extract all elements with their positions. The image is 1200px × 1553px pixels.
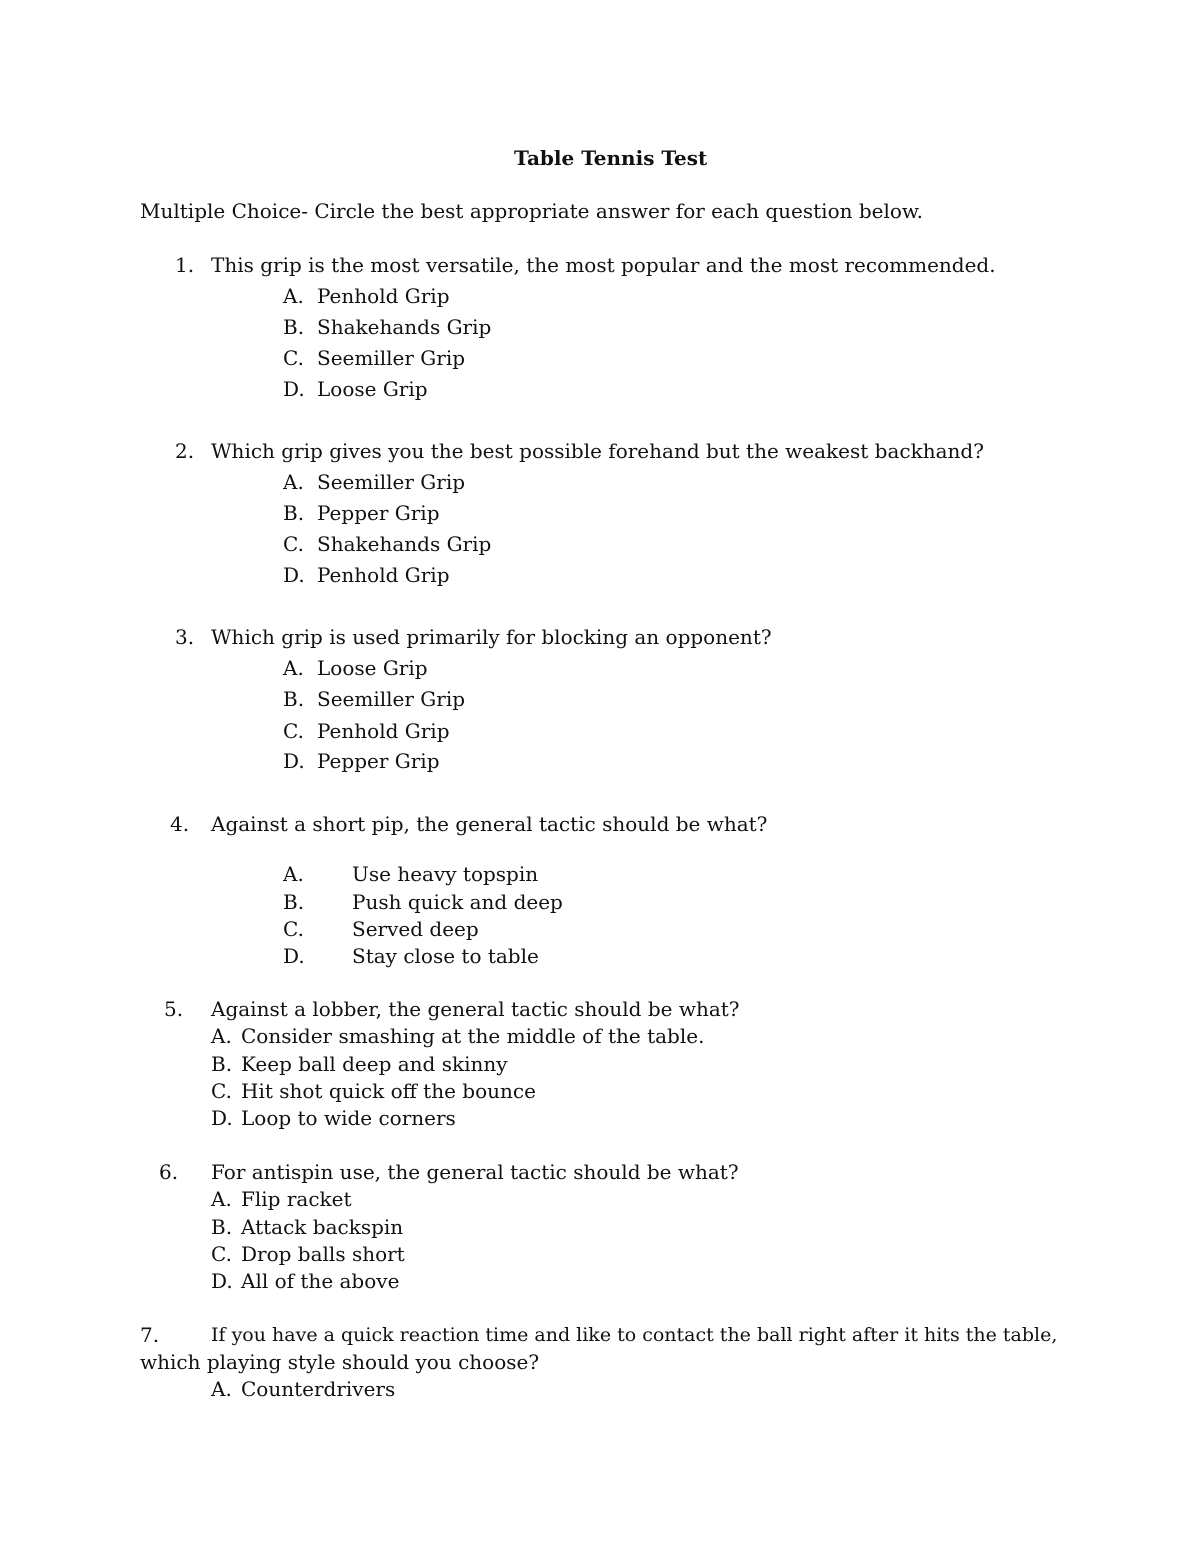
q5-option-d-letter: D. xyxy=(211,1106,233,1130)
question-7-number: 7. xyxy=(140,1323,160,1347)
q1-option-a-letter: A. xyxy=(283,284,304,308)
q5-option-c: Hit shot quick off the bounce xyxy=(241,1079,536,1103)
q4-option-c-letter: C. xyxy=(283,917,304,941)
question-3-text: Which grip is used primarily for blocking an opponent? xyxy=(211,625,772,649)
question-5-number: 5. xyxy=(164,997,184,1021)
q3-option-b-letter: B. xyxy=(283,687,305,711)
q5-option-b-letter: B. xyxy=(211,1052,233,1076)
q1-option-b-letter: B. xyxy=(283,315,305,339)
q6-option-a-letter: A. xyxy=(211,1187,232,1211)
q3-option-d-letter: D. xyxy=(283,749,305,773)
question-6-number: 6. xyxy=(159,1160,179,1184)
q4-option-a: Use heavy topspin xyxy=(352,862,539,886)
q5-option-a: Consider smashing at the middle of the table. xyxy=(241,1024,705,1048)
q2-option-c: Shakehands Grip xyxy=(317,532,492,556)
instructions: Multiple Choice- Circle the best appropriate answer for each question below. xyxy=(140,199,924,223)
q1-option-d: Loose Grip xyxy=(317,377,428,401)
q2-option-b: Pepper Grip xyxy=(317,501,440,525)
question-7-text: If you have a quick reaction time and like to contact the ball right after it hits the table, xyxy=(211,1324,1058,1346)
question-2-text: Which grip gives you the best possible forehand but the weakest backhand? xyxy=(211,439,984,463)
q3-option-c: Penhold Grip xyxy=(317,719,450,743)
q6-option-b: Attack backspin xyxy=(241,1215,404,1239)
q3-option-b: Seemiller Grip xyxy=(317,687,466,711)
q6-option-d-letter: D. xyxy=(211,1269,233,1293)
page-title: Table Tennis Test xyxy=(514,146,708,170)
question-2-number: 2. xyxy=(175,439,195,463)
q1-option-c: Seemiller Grip xyxy=(317,346,466,370)
question-4-text: Against a short pip, the general tactic should be what? xyxy=(211,812,768,836)
q6-option-c-letter: C. xyxy=(211,1242,232,1266)
q3-option-a-letter: A. xyxy=(283,656,304,680)
question-1-text: This grip is the most versatile, the most popular and the most recommended. xyxy=(211,253,996,277)
q5-option-b: Keep ball deep and skinny xyxy=(241,1052,508,1076)
question-3-number: 3. xyxy=(175,625,195,649)
q2-option-a: Seemiller Grip xyxy=(317,470,466,494)
q5-option-a-letter: A. xyxy=(211,1024,232,1048)
question-7-text-continued: which playing style should you choose? xyxy=(140,1350,540,1374)
q6-option-d: All of the above xyxy=(241,1269,400,1293)
q1-option-b: Shakehands Grip xyxy=(317,315,492,339)
q2-option-c-letter: C. xyxy=(283,532,304,556)
q4-option-c: Served deep xyxy=(352,917,479,941)
q3-option-a: Loose Grip xyxy=(317,656,428,680)
q1-option-d-letter: D. xyxy=(283,377,305,401)
q6-option-b-letter: B. xyxy=(211,1215,233,1239)
q2-option-d-letter: D. xyxy=(283,563,305,587)
q4-option-b-letter: B. xyxy=(283,890,305,914)
q7-option-a-letter: A. xyxy=(211,1377,232,1401)
q2-option-a-letter: A. xyxy=(283,470,304,494)
q1-option-c-letter: C. xyxy=(283,346,304,370)
q1-option-a: Penhold Grip xyxy=(317,284,450,308)
q6-option-c: Drop balls short xyxy=(241,1242,405,1266)
q4-option-b: Push quick and deep xyxy=(352,890,563,914)
question-4-number: 4. xyxy=(170,812,190,836)
q5-option-c-letter: C. xyxy=(211,1079,232,1103)
q5-option-d: Loop to wide corners xyxy=(241,1106,456,1130)
q3-option-c-letter: C. xyxy=(283,719,304,743)
q2-option-d: Penhold Grip xyxy=(317,563,450,587)
q6-option-a: Flip racket xyxy=(241,1187,352,1211)
q7-option-a: Counterdrivers xyxy=(241,1377,396,1401)
q3-option-d: Pepper Grip xyxy=(317,749,440,773)
q4-option-d-letter: D. xyxy=(283,944,305,968)
q2-option-b-letter: B. xyxy=(283,501,305,525)
question-5-text: Against a lobber, the general tactic should be what? xyxy=(211,997,740,1021)
q4-option-d: Stay close to table xyxy=(352,944,539,968)
q4-option-a-letter: A. xyxy=(283,862,304,886)
question-6-text: For antispin use, the general tactic should be what? xyxy=(211,1160,739,1184)
question-1-number: 1. xyxy=(175,253,195,277)
